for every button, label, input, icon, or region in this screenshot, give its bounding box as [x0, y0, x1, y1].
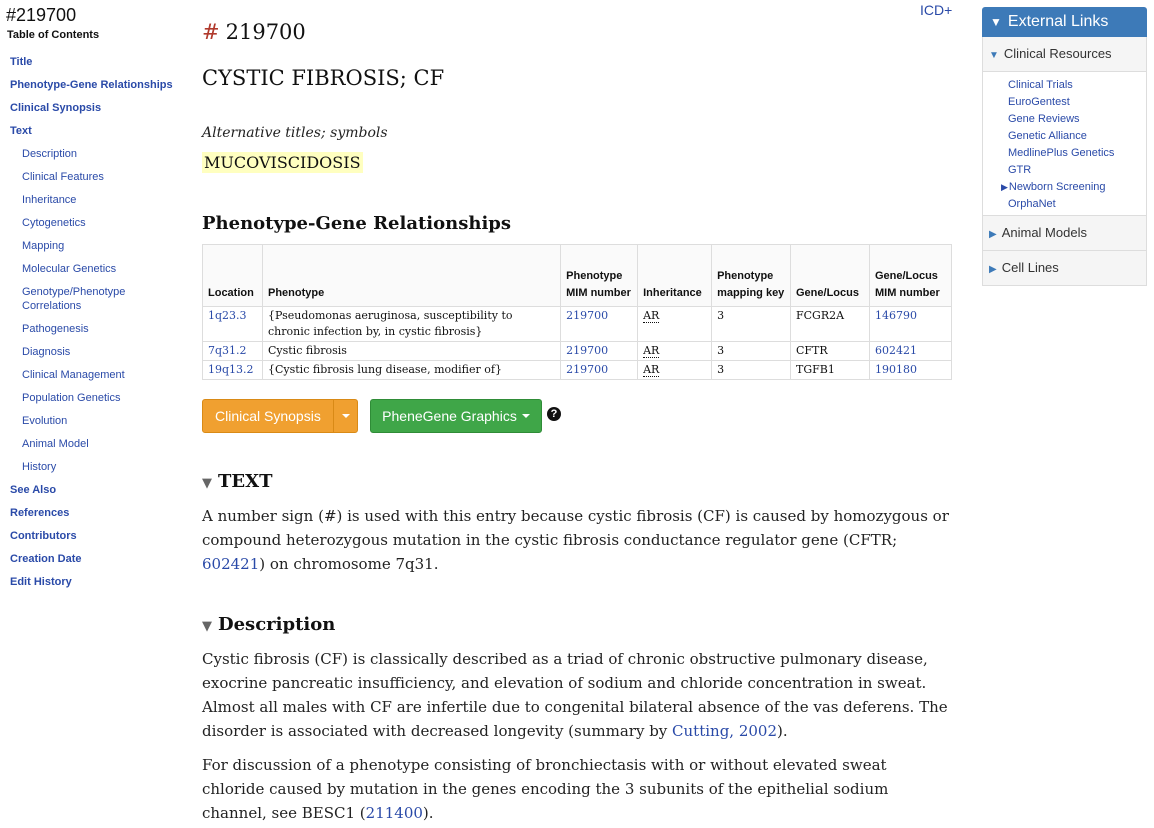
toc-mim-number: #219700	[6, 5, 77, 25]
phenotype-cell: {Cystic fibrosis lung disease, modifier of}	[262, 361, 560, 380]
toc-item-history[interactable]: History	[22, 461, 57, 473]
toc-item-title[interactable]: Title	[10, 56, 33, 68]
description-paragraph-2: For discussion of a phenotype consisting of bronchiectasis with or without elevated sweat chloride caused by mutation in the genes encoding the 3 subunits of the epithelial sodium channel, see BESC1 (211400).	[202, 756, 889, 822]
caret-down-icon	[342, 414, 350, 418]
text-paragraph: A number sign (#) is used with this entry because cystic fibrosis (CF) is caused by homozygous or compound heterozygous mutation in the cystic fibrosis conductance regulator gene (CFTR; 602421) on chromosome 7q31.	[202, 507, 949, 573]
clinical-resources-list	[982, 72, 1147, 216]
toc-item-cytogenetics[interactable]: Cytogenetics	[22, 217, 86, 229]
alternative-titles-label: Alternative titles; symbols	[202, 125, 388, 141]
toc-list	[0, 55, 180, 598]
clinical-synopsis-button[interactable]	[202, 399, 358, 433]
gene-mim-link[interactable]: 146790	[874, 309, 917, 322]
toc-item-see-also[interactable]: See Also	[10, 484, 57, 496]
resource-newborn-screening[interactable]: ▶Newborn Screening	[1001, 181, 1106, 193]
phenegene-graphics-button[interactable]	[370, 399, 542, 433]
resource-gtr[interactable]: GTR	[1008, 164, 1032, 176]
entry-number	[202, 20, 306, 44]
toc-item-genotype-phenotype[interactable]: Genotype/Phenotype Correlations	[22, 286, 126, 312]
mapping-key-cell: 3	[712, 342, 791, 361]
clinical-synopsis-dropdown-toggle[interactable]	[333, 400, 357, 432]
mapping-key-cell: 3	[712, 361, 791, 380]
resource-genetic-alliance[interactable]: Genetic Alliance	[1008, 130, 1087, 142]
toc-item-mapping[interactable]: Mapping	[22, 240, 65, 252]
triangle-right-icon: ▶	[989, 264, 997, 275]
phenegene-graphics-label: PheneGene Graphics	[382, 408, 517, 424]
toc-item-phenotype-gene[interactable]: Phenotype-Gene Relationships	[10, 79, 173, 91]
triangle-right-icon: ▶	[1001, 182, 1008, 192]
resource-clinical-trials[interactable]: Clinical Trials	[1008, 79, 1073, 91]
description-section-heading[interactable]: ▼ Description	[202, 614, 336, 635]
triangle-down-icon: ▼	[990, 15, 1002, 29]
gene-mim-link[interactable]: 190180	[874, 363, 917, 376]
resource-eurogentest[interactable]: EuroGentest	[1008, 96, 1070, 108]
phenotype-mim-link[interactable]: 219700	[566, 344, 609, 357]
gene-cell: CFTR	[791, 342, 870, 361]
phenotype-cell: Cystic fibrosis	[262, 342, 560, 361]
triangle-right-icon: ▶	[989, 229, 997, 240]
toc-item-creation-date[interactable]: Creation Date	[10, 553, 82, 565]
location-link[interactable]: 7q31.2	[208, 344, 247, 357]
phenotype-cell: {Pseudomonas aeruginosa, susceptibility to chronic infection by, in cystic fibrosis}	[262, 307, 560, 342]
location-link[interactable]: 19q13.2	[208, 363, 254, 376]
phenotype-gene-table	[202, 244, 952, 380]
animal-models-header[interactable]: ▶ Animal Models	[982, 216, 1147, 251]
toc-title: Table of Contents	[7, 29, 100, 41]
gene-cell: FCGR2A	[791, 307, 870, 342]
col-phenotype: Phenotype	[262, 245, 560, 307]
cftr-link[interactable]: 602421	[202, 555, 260, 573]
table-row	[203, 307, 952, 342]
text-section-heading[interactable]: ▼ TEXT	[202, 471, 273, 492]
inheritance-abbr[interactable]: AR	[643, 344, 660, 357]
description-paragraph-1: Cystic fibrosis (CF) is classically described as a triad of chronic obstructive pulmonary disease, exocrine pancreatic insufficiency, and elevation of sodium and chloride concentration in sweat. Almost all males with CF are infertile due to congenital bilateral absence of the vas deferens. The disorder is associated with decreased longevity (summary by Cutting, 2002).	[202, 650, 948, 740]
cutting-2002-link[interactable]: Cutting, 2002	[672, 722, 778, 740]
entry-title: CYSTIC FIBROSIS; CF	[202, 66, 445, 90]
table-header-row	[203, 245, 952, 307]
location-link[interactable]: 1q23.3	[208, 309, 247, 322]
toc-item-molecular-genetics[interactable]: Molecular Genetics	[22, 263, 117, 275]
collapse-triangle-icon[interactable]: ▼	[202, 476, 212, 491]
clinical-resources-header[interactable]: ▼ Clinical Resources	[982, 37, 1147, 72]
triangle-down-icon: ▼	[989, 50, 999, 61]
phenotype-mim-link[interactable]: 219700	[566, 309, 609, 322]
gene-mim-link[interactable]: 602421	[874, 344, 917, 357]
col-location: Location	[203, 245, 263, 307]
caret-down-icon	[522, 414, 530, 418]
toc-item-evolution[interactable]: Evolution	[22, 415, 68, 427]
toc-item-clinical-features[interactable]: Clinical Features	[22, 171, 104, 183]
toc-item-text[interactable]: Text	[10, 125, 32, 137]
col-gene-mim: Gene/Locus MIM number	[869, 245, 951, 307]
icd-link[interactable]: ICD+	[920, 2, 953, 18]
besc1-link[interactable]: 211400	[365, 804, 423, 822]
collapse-triangle-icon[interactable]: ▼	[202, 619, 212, 634]
number-sign: #	[202, 20, 220, 44]
gene-cell: TGFB1	[791, 361, 870, 380]
toc-item-clinical-management[interactable]: Clinical Management	[22, 369, 125, 381]
inheritance-abbr[interactable]: AR	[643, 309, 660, 322]
col-inheritance: Inheritance	[638, 245, 712, 307]
phenotype-mim-link[interactable]: 219700	[566, 363, 609, 376]
cell-lines-header[interactable]: ▶ Cell Lines	[982, 251, 1147, 286]
resource-orphanet[interactable]: OrphaNet	[1008, 198, 1056, 210]
entry-number-value: 219700	[225, 20, 306, 44]
alternative-title-value: MUCOVISCIDOSIS	[204, 153, 361, 172]
phenotype-gene-heading: Phenotype-Gene Relationships	[202, 213, 512, 234]
clinical-synopsis-label: Clinical Synopsis	[215, 408, 321, 424]
col-mapping-key: Phenotype mapping key	[712, 245, 791, 307]
toc-item-clinical-synopsis[interactable]: Clinical Synopsis	[10, 102, 102, 114]
toc-item-animal-model[interactable]: Animal Model	[22, 438, 89, 450]
toc-item-inheritance[interactable]: Inheritance	[22, 194, 77, 206]
col-gene-locus: Gene/Locus	[791, 245, 870, 307]
toc-item-edit-history[interactable]: Edit History	[10, 576, 72, 588]
toc-item-diagnosis[interactable]: Diagnosis	[22, 346, 71, 358]
toc-item-description[interactable]: Description	[22, 148, 78, 160]
help-icon[interactable]: ?	[547, 407, 561, 421]
toc-item-pathogenesis[interactable]: Pathogenesis	[22, 323, 89, 335]
toc-item-contributors[interactable]: Contributors	[10, 530, 77, 542]
external-links-panel	[982, 7, 1147, 286]
mapping-key-cell: 3	[712, 307, 791, 342]
resource-gene-reviews[interactable]: Gene Reviews	[1008, 113, 1080, 125]
table-row	[203, 361, 952, 380]
toc-item-references[interactable]: References	[10, 507, 70, 519]
toc-item-population-genetics[interactable]: Population Genetics	[22, 392, 121, 404]
inheritance-abbr[interactable]: AR	[643, 363, 660, 376]
resource-medlineplus-genetics[interactable]: MedlinePlus Genetics	[1008, 147, 1115, 159]
external-links-header[interactable]: ▼ External Links	[982, 7, 1147, 37]
table-row	[203, 342, 952, 361]
col-phenotype-mim: Phenotype MIM number	[561, 245, 638, 307]
